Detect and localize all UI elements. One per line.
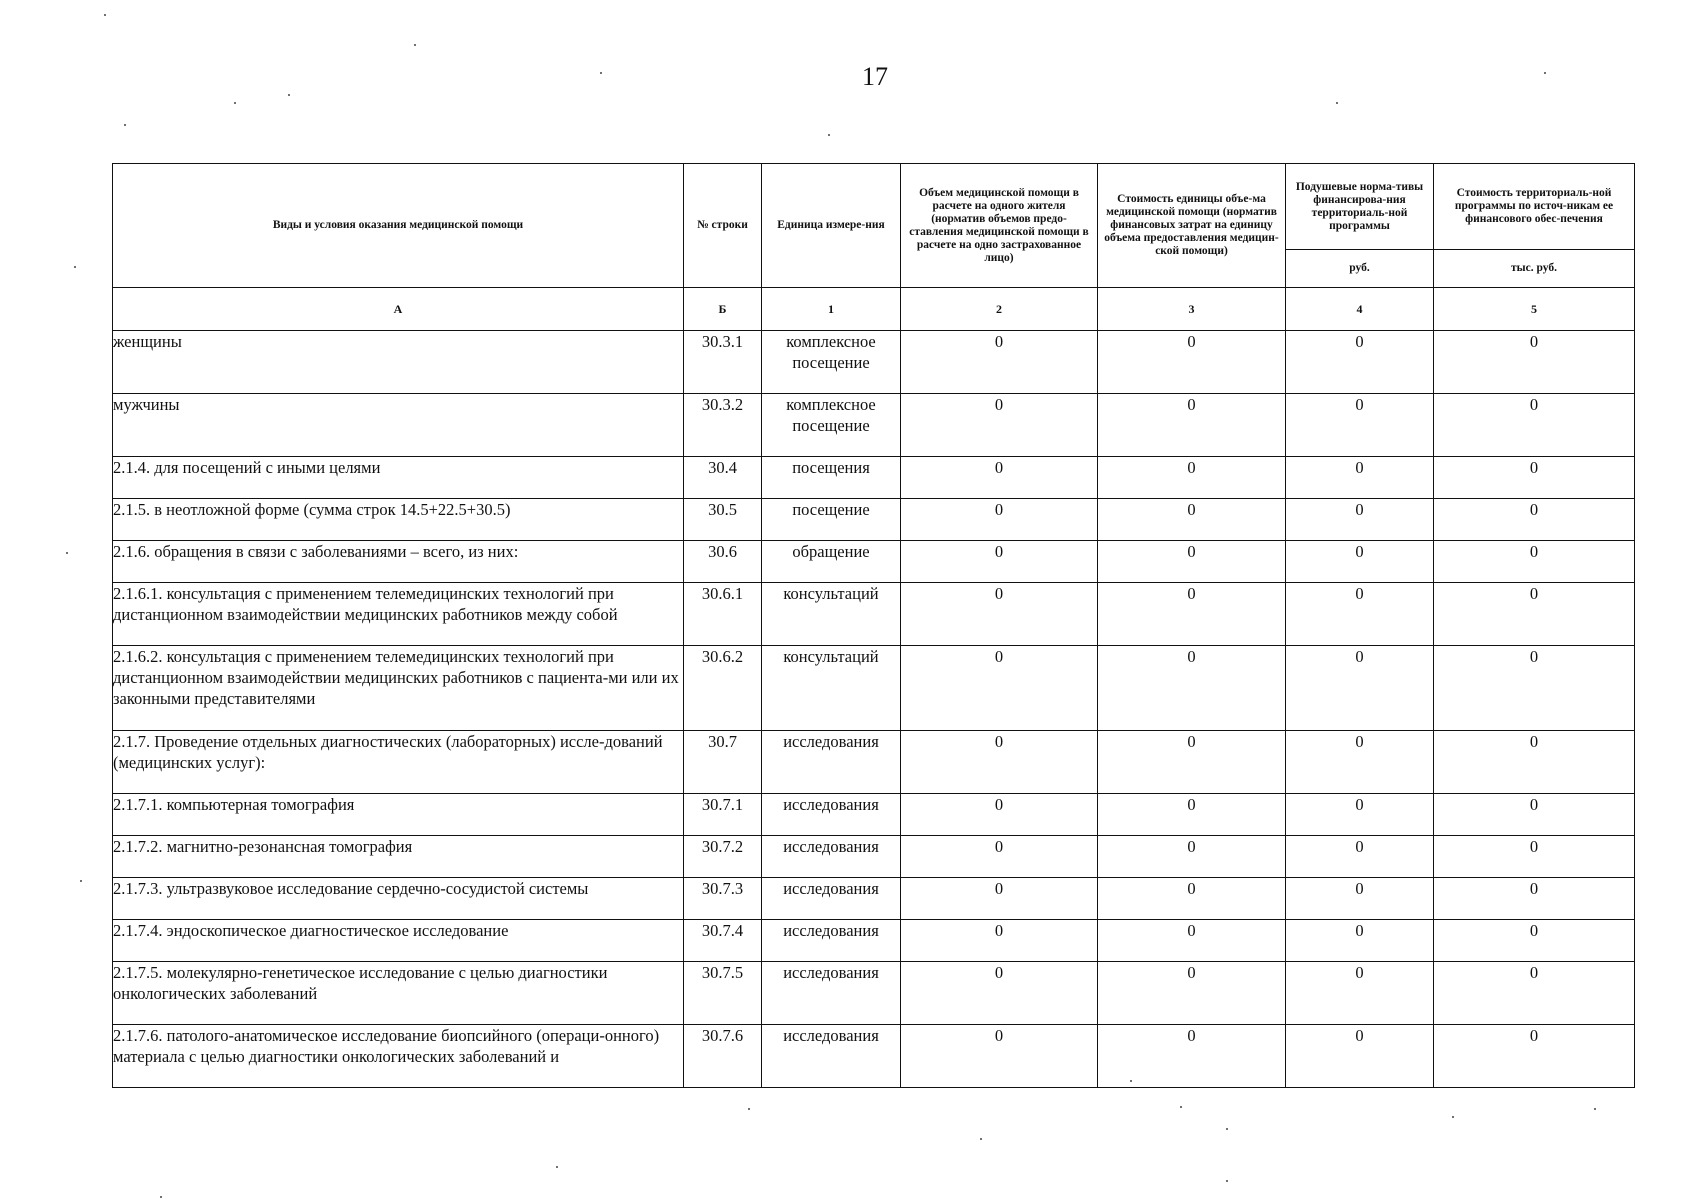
value-col-2: 0 [901,836,1098,878]
value-col-3: 0 [1098,836,1286,878]
value-col-3: 0 [1098,794,1286,836]
row-name: 2.1.7.6. патолого-анатомическое исследование биопсийного (операци-онного) материала с целью диагностики онкологических заболеваний и [113,1025,684,1088]
table-row [113,646,1635,731]
value-col-5: 0 [1434,1025,1635,1088]
value-col-2: 0 [901,962,1098,1025]
row-unit: исследования [762,878,901,920]
value-col-5: 0 [1434,878,1635,920]
value-col-5: 0 [1434,394,1635,457]
scan-speck [1544,72,1546,74]
row-name: 2.1.6.1. консультация с применением телемедицинских технологий при дистанционном взаимодействии медицинских работников между собой [113,583,684,646]
row-unit: исследования [762,794,901,836]
value-col-5: 0 [1434,731,1635,794]
scan-speck [600,72,602,74]
value-col-3: 0 [1098,394,1286,457]
value-col-2: 0 [901,731,1098,794]
row-name: 2.1.7.4. эндоскопическое диагностическое исследование [113,920,684,962]
value-col-3: 0 [1098,962,1286,1025]
row-code: 30.7.5 [684,962,762,1025]
medical-care-table [112,163,1635,1088]
scan-speck [828,134,830,136]
row-unit: комплексное посещение [762,394,901,457]
column-number-4: 4 [1286,288,1434,331]
scan-speck [74,266,76,268]
value-col-4: 0 [1286,1025,1434,1088]
row-name: мужчины [113,394,684,457]
row-name: 2.1.6. обращения в связи с заболеваниями – всего, из них: [113,541,684,583]
row-code: 30.6 [684,541,762,583]
column-number-1: 1 [762,288,901,331]
value-col-4: 0 [1286,499,1434,541]
value-col-3: 0 [1098,583,1286,646]
value-col-2: 0 [901,920,1098,962]
scan-speck [288,94,290,96]
value-col-5: 0 [1434,794,1635,836]
value-col-4: 0 [1286,646,1434,731]
value-col-5: 0 [1434,920,1635,962]
row-code: 30.6.2 [684,646,762,731]
row-code: 30.7 [684,731,762,794]
column-number-b: Б [684,288,762,331]
table-row [113,731,1635,794]
row-name: 2.1.7.5. молекулярно-генетическое исследование с целью диагностики онкологических заболеваний [113,962,684,1025]
row-code: 30.7.2 [684,836,762,878]
value-col-4: 0 [1286,794,1434,836]
scan-speck [124,124,126,126]
row-code: 30.3.2 [684,394,762,457]
page-number: 17 [862,62,888,91]
value-col-2: 0 [901,646,1098,731]
table-row [113,583,1635,646]
header-col-5-unit: тыс. руб. [1434,250,1635,288]
column-number-a: А [113,288,684,331]
row-code: 30.7.1 [684,794,762,836]
value-col-3: 0 [1098,457,1286,499]
value-col-3: 0 [1098,541,1286,583]
value-col-3: 0 [1098,331,1286,394]
value-col-4: 0 [1286,541,1434,583]
row-unit: исследования [762,962,901,1025]
value-col-3: 0 [1098,731,1286,794]
row-unit: комплексное посещение [762,331,901,394]
value-col-3: 0 [1098,920,1286,962]
table-row [113,962,1635,1025]
value-col-4: 0 [1286,394,1434,457]
value-col-2: 0 [901,583,1098,646]
row-name: 2.1.7.1. компьютерная томография [113,794,684,836]
value-col-3: 0 [1098,878,1286,920]
value-col-2: 0 [901,394,1098,457]
value-col-5: 0 [1434,646,1635,731]
value-col-5: 0 [1434,836,1635,878]
table-row [113,794,1635,836]
scan-speck [66,552,68,554]
table-row [113,331,1635,394]
scan-speck [980,1138,982,1140]
row-unit: исследования [762,836,901,878]
row-unit: исследования [762,731,901,794]
scan-speck [80,880,82,882]
row-name: 2.1.7.3. ультразвуковое исследование сердечно-сосудистой системы [113,878,684,920]
row-code: 30.7.4 [684,920,762,962]
column-number-2: 2 [901,288,1098,331]
value-col-4: 0 [1286,836,1434,878]
row-name: 2.1.7. Проведение отдельных диагностических (лабораторных) иссле-дований (медицинских услуг): [113,731,684,794]
header-col-2: Объем медицинской помощи в расчете на одного жителя (норматив объемов предо-ставления медицинской помощи в расчете на одно застрахованное лицо) [901,164,1098,288]
row-code: 30.7.3 [684,878,762,920]
value-col-2: 0 [901,499,1098,541]
value-col-4: 0 [1286,731,1434,794]
column-number-5: 5 [1434,288,1635,331]
scan-speck [748,1108,750,1110]
scan-speck [1226,1128,1228,1130]
value-col-2: 0 [901,878,1098,920]
value-col-2: 0 [901,457,1098,499]
scan-speck [1226,1180,1228,1182]
row-code: 30.3.1 [684,331,762,394]
scan-speck [414,44,416,46]
value-col-4: 0 [1286,457,1434,499]
value-col-4: 0 [1286,920,1434,962]
table-row [113,541,1635,583]
table-row [113,499,1635,541]
row-unit: исследования [762,920,901,962]
value-col-5: 0 [1434,457,1635,499]
scan-speck [104,14,106,16]
scan-speck [1336,102,1338,104]
scan-speck [1130,1080,1132,1082]
scan-speck [1452,1116,1454,1118]
header-col-3: Стоимость единицы объе-ма медицинской помощи (норматив финансовых затрат на единицу объема предоставления медицин-ской помощи) [1098,164,1286,288]
row-code: 30.5 [684,499,762,541]
value-col-3: 0 [1098,499,1286,541]
value-col-2: 0 [901,541,1098,583]
value-col-2: 0 [901,794,1098,836]
table-row [113,394,1635,457]
table-row [113,836,1635,878]
header-col-1: Единица измере-ния [762,164,901,288]
row-name: 2.1.7.2. магнитно-резонансная томография [113,836,684,878]
row-name: женщины [113,331,684,394]
scan-speck [160,1196,162,1198]
value-col-3: 0 [1098,646,1286,731]
table-row [113,457,1635,499]
scan-speck [1594,1108,1596,1110]
header-col-b: № строки [684,164,762,288]
row-code: 30.7.6 [684,1025,762,1088]
row-code: 30.6.1 [684,583,762,646]
row-name: 2.1.6.2. консультация с применением телемедицинских технологий при дистанционном взаимодействии медицинских работников с пациента-ми или их законными представителями [113,646,684,731]
header-col-a: Виды и условия оказания медицинской помощи [113,164,684,288]
value-col-5: 0 [1434,331,1635,394]
row-name: 2.1.5. в неотложной форме (сумма строк 14.5+22.5+30.5) [113,499,684,541]
row-unit: посещение [762,499,901,541]
row-unit: консультаций [762,646,901,731]
table-row [113,878,1635,920]
row-unit: консультаций [762,583,901,646]
table-row [113,1025,1635,1088]
column-number-3: 3 [1098,288,1286,331]
row-unit: посещения [762,457,901,499]
row-unit: исследования [762,1025,901,1088]
value-col-5: 0 [1434,499,1635,541]
value-col-4: 0 [1286,583,1434,646]
scan-speck [1180,1106,1182,1108]
scan-speck [556,1166,558,1168]
value-col-5: 0 [1434,583,1635,646]
header-col-4: Подушевые норма-тивы финансирова-ния территориаль-ной программы [1286,164,1434,250]
value-col-4: 0 [1286,331,1434,394]
value-col-3: 0 [1098,1025,1286,1088]
header-col-4-unit: руб. [1286,250,1434,288]
row-name: 2.1.4. для посещений с иными целями [113,457,684,499]
value-col-5: 0 [1434,962,1635,1025]
table-row [113,920,1635,962]
value-col-2: 0 [901,331,1098,394]
scan-speck [234,102,236,104]
value-col-5: 0 [1434,541,1635,583]
row-unit: обращение [762,541,901,583]
value-col-2: 0 [901,1025,1098,1088]
header-col-5: Стоимость территориаль-ной программы по источ-никам ее финансового обес-печения [1434,164,1635,250]
row-code: 30.4 [684,457,762,499]
value-col-4: 0 [1286,962,1434,1025]
value-col-4: 0 [1286,878,1434,920]
